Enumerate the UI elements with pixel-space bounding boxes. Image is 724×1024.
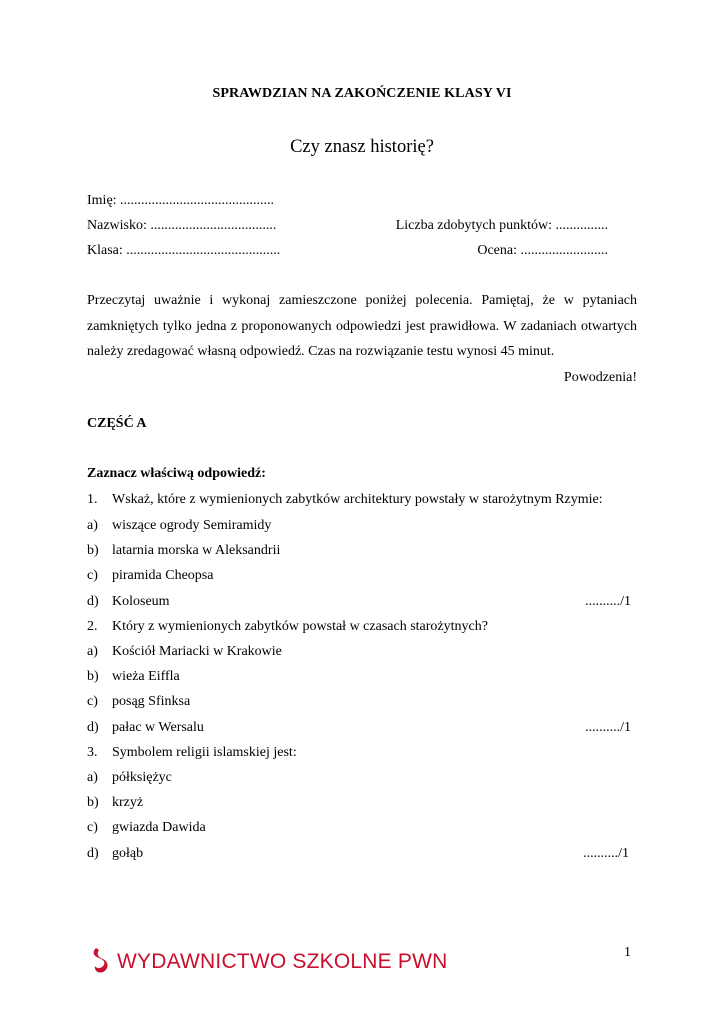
option-text: posąg Sfinksa (112, 694, 191, 709)
option-text: krzyż (112, 795, 144, 810)
q3-option-a (87, 770, 172, 786)
option-letter: b) (87, 795, 99, 810)
page-number: 1 (624, 945, 631, 960)
page-title: SPRAWDZIAN NA ZAKOŃCZENIE KLASY VI (212, 86, 512, 101)
q3-option-d (87, 846, 143, 862)
instructions (87, 288, 637, 390)
q1-option-c (87, 568, 213, 584)
question-text: Symbolem religii islamskiej jest: (112, 745, 297, 760)
section-title: CZĘŚĆ A (87, 416, 147, 431)
q2-option-c (87, 694, 190, 710)
q1-option-a (87, 518, 271, 534)
q1-option-d (87, 594, 170, 610)
option-letter: c) (87, 694, 98, 709)
option-letter: a) (87, 518, 98, 533)
q2-option-b (87, 669, 180, 685)
option-letter: c) (87, 820, 98, 835)
option-text: latarnia morska w Aleksandrii (112, 543, 281, 558)
instructions-closing: Powodzenia! (563, 369, 637, 385)
question-3 (87, 745, 297, 761)
q3-score: ........../1 (583, 846, 629, 861)
nazwisko-field: Nazwisko: .................................... (87, 218, 277, 233)
q1-score: ........../1 (585, 594, 631, 609)
q1-option-b (87, 543, 280, 559)
option-text: wieża Eiffla (112, 669, 180, 684)
page-subtitle: Czy znasz historię? (290, 137, 434, 157)
task-instruction: Zaznacz właściwą odpowiedź: (87, 466, 266, 481)
option-letter: b) (87, 543, 99, 558)
grade-field: Ocena: ......................... (477, 243, 608, 258)
option-text: gołąb (112, 846, 144, 861)
question-1 (87, 492, 603, 508)
klasa-field: Klasa: ............................................ (87, 243, 281, 258)
q2-option-d (87, 720, 204, 736)
option-letter: c) (87, 568, 98, 583)
option-text: Koloseum (112, 594, 170, 609)
option-text: półksiężyc (112, 770, 172, 785)
option-letter: d) (87, 846, 99, 861)
option-text: gwiazda Dawida (112, 820, 206, 835)
option-text: piramida Cheopsa (112, 568, 214, 583)
question-number: 1. (87, 492, 98, 507)
option-letter: a) (87, 770, 98, 785)
option-text: pałac w Wersalu (112, 720, 204, 735)
q2-score: ........../1 (585, 720, 631, 735)
points-field: Liczba zdobytych punktów: ............... (395, 218, 608, 233)
option-letter: a) (87, 644, 98, 659)
question-text: Który z wymienionych zabytków powstał w czasach starożytnych? (112, 619, 488, 634)
pwn-logo-icon (90, 947, 110, 977)
option-letter: d) (87, 594, 99, 609)
publisher-name: WYDAWNICTWO SZKOLNE PWN (117, 950, 448, 973)
q2-option-a (87, 644, 282, 660)
option-letter: b) (87, 669, 99, 684)
question-text: Wskaż, które z wymienionych zabytków architektury powstały w starożytnym Rzymie: (112, 492, 603, 507)
q3-option-b (87, 795, 143, 811)
option-text: Kościół Mariacki w Krakowie (112, 644, 282, 659)
publisher-logo (90, 946, 447, 978)
option-text: wiszące ogrody Semiramidy (112, 518, 272, 533)
question-number: 3. (87, 745, 98, 760)
question-number: 2. (87, 619, 98, 634)
imie-field: Imię: ............................................ (87, 193, 275, 208)
question-2 (87, 619, 488, 635)
q3-option-c (87, 820, 206, 836)
instructions-text: Przeczytaj uważnie i wykonaj zamieszczone poniżej polecenia. Pamiętaj, że w pytaniach zamkniętych tylko jedna z proponowanych odpowiedzi jest prawidłowa. W zadaniach otwartych należy zredagować własną odpowiedź. Czas na rozwiązanie testu wynosi 45 minut. (87, 293, 637, 359)
option-letter: d) (87, 720, 99, 735)
